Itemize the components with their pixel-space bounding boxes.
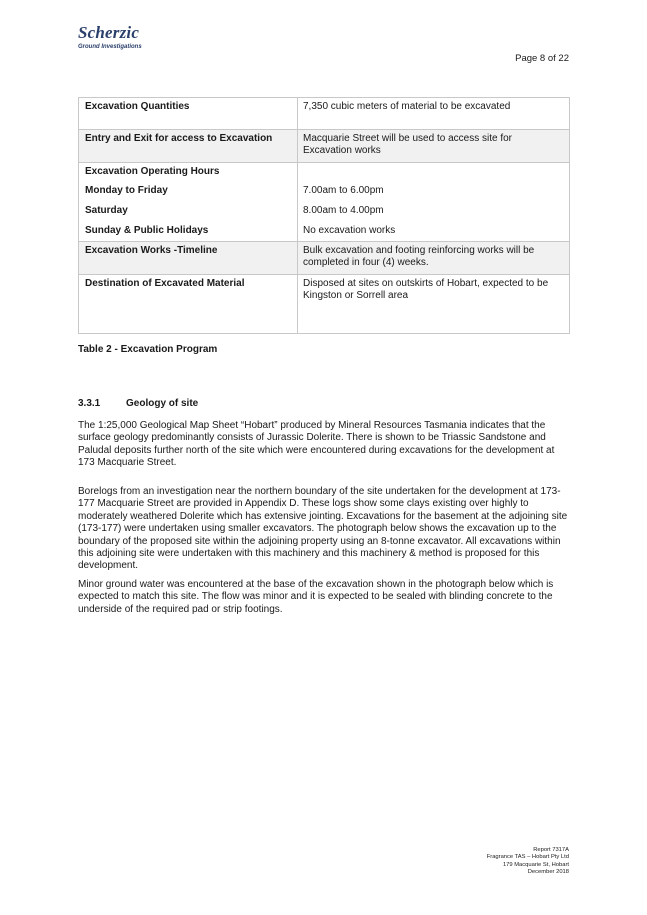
- table-row: [79, 130, 570, 163]
- row-value: 8.00am to 4.00pm: [298, 201, 570, 221]
- section-heading: [78, 398, 198, 409]
- section-title: Geology of site: [126, 398, 199, 409]
- row-value: Bulk excavation and footing reinforcing works will be completed in four (4) weeks.: [298, 242, 570, 275]
- row-label: Excavation Works -Timeline: [79, 242, 298, 275]
- footer-line: 179 Macquarie St, Hobart: [502, 861, 569, 868]
- logo-subtitle: Ground Investigations: [78, 44, 142, 50]
- row-label: Monday to Friday: [79, 181, 298, 201]
- paragraph: Minor ground water was encountered at the base of the excavation shown in the photograph below which is expected to match this site. The flow was minor and it is expected to be sealed with blinding concrete to the underside of the required pad or strip footings.: [78, 579, 554, 615]
- page-number: Page 8 of 22: [515, 53, 569, 64]
- table-row: [79, 98, 570, 130]
- table-row: [79, 275, 570, 334]
- logo-name: Scherzic: [78, 23, 140, 42]
- row-label: Entry and Exit for access to Excavation: [79, 130, 298, 163]
- table-row: [79, 181, 570, 201]
- row-label: Saturday: [79, 201, 298, 221]
- row-label: Excavation Quantities: [79, 98, 298, 130]
- table-caption: Table 2 - Excavation Program: [78, 344, 218, 355]
- footer-line: Report 7317A: [533, 847, 569, 853]
- row-value: Disposed at sites on outskirts of Hobart, expected to be Kingston or Sorrell area: [298, 275, 570, 334]
- row-value: Macquarie Street will be used to access site for Excavation works: [298, 130, 570, 163]
- section-number: 3.3.1: [78, 398, 101, 409]
- paragraph: The 1:25,000 Geological Map Sheet “Hobart” produced by Mineral Resources Tasmania indicates that the surface geology predominantly consists of Jurassic Dolerite. There is shown to be Triassic Sandstone and Paludal deposits further north of the site which were encountered during excavations for the development at 173 Macquarie Street.: [78, 420, 555, 469]
- table-row: [79, 242, 570, 275]
- row-label: Destination of Excavated Material: [79, 275, 298, 334]
- row-value: 7,350 cubic meters of material to be excavated: [298, 98, 570, 130]
- footer-line: December 2018: [527, 869, 569, 876]
- footer-line: Fragrance TAS – Hobart Pty Ltd: [486, 854, 569, 861]
- row-label: Excavation Operating Hours: [79, 163, 298, 182]
- excavation-program-table: [78, 97, 570, 334]
- table-row: [79, 163, 570, 182]
- row-value: No excavation works: [298, 221, 570, 242]
- table-row: [79, 201, 570, 221]
- row-label: Sunday & Public Holidays: [79, 221, 298, 242]
- report-footer: [487, 847, 569, 877]
- row-value: 7.00am to 6.00pm: [298, 181, 570, 201]
- row-value: [298, 163, 570, 182]
- paragraph: Borelogs from an investigation near the northern boundary of the site undertaken for the development at 173-177 Macquarie Street are provided in Appendix D. These logs show some clays existing over highly to moderately weathered Dolerite which has extensive jointing. Excavations for the basement at the adjoining site (173-177) were undertaken using smaller excavators. The photograph below shows the excavation up to the boundary of the proposed site within the adjoining property using an 8-tonne excavator. All excavations within this adjoining site were undertaken with this machinery and this machinery & method is proposed for this development.: [78, 486, 568, 572]
- table-row: [79, 221, 570, 242]
- company-logo: [78, 24, 142, 51]
